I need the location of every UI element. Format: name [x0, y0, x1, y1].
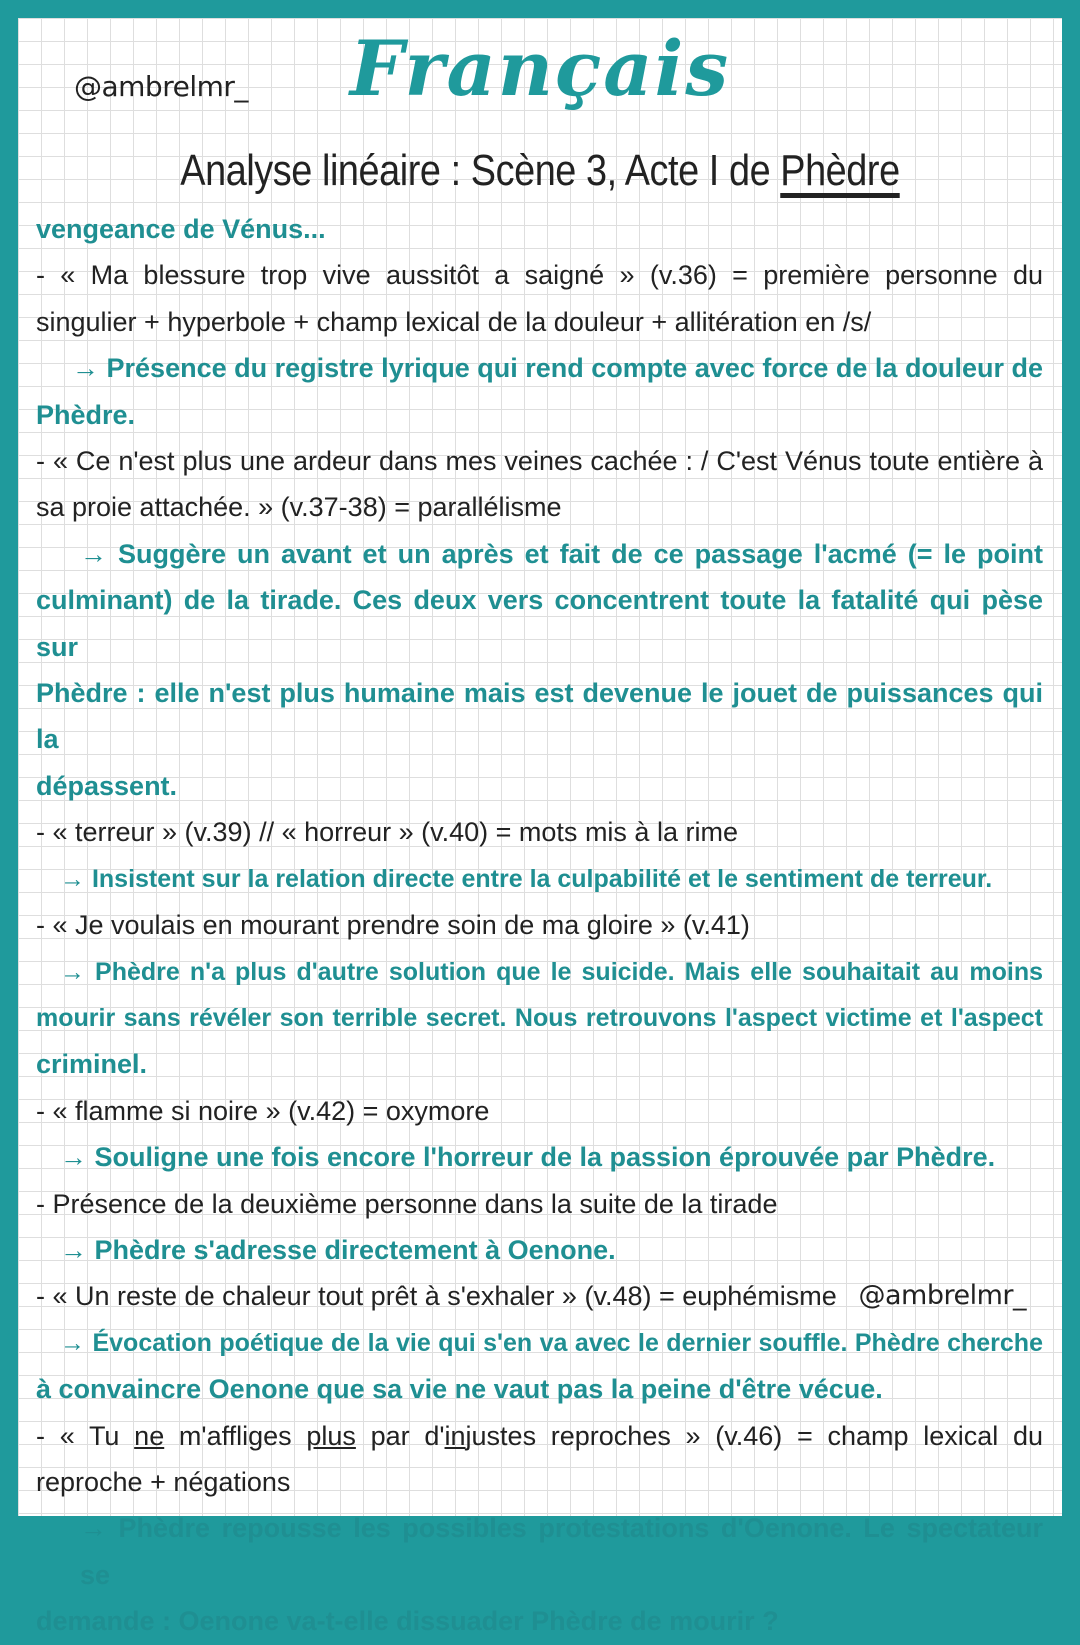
text-line: à convaincre Oenone que sa vie ne vaut pas la peine d'être vécue.: [36, 1374, 883, 1405]
author-handle-side: @ambrelmr_: [858, 1280, 1026, 1311]
underlined-word: plus: [306, 1420, 356, 1451]
text-line: → Présence du registre lyrique qui rend compte avec force de la douleur de: [72, 353, 1043, 384]
text-line: → Insistent sur la relation directe entre la culpabilité et le sentiment de terreur.: [60, 864, 993, 893]
text-line: Phèdre.: [36, 399, 136, 430]
text-line: - « Je voulais en mourant prendre soin de ma gloire » (v.41): [36, 910, 750, 941]
text-line: → Phèdre n'a plus d'autre solution que le suicide. Mais elle souhaitait au moins: [60, 957, 1043, 986]
text-line: dépassent.: [36, 770, 178, 801]
subtitle-work: Phèdre: [780, 146, 900, 195]
text-line: → Phèdre s'adresse directement à Oenone.: [60, 1234, 616, 1265]
text-fragment: justes reproches » (v.46) = champ lexical du: [465, 1420, 1044, 1451]
author-handle: @ambrelmr_: [74, 70, 248, 103]
underlined-word: ne: [134, 1420, 165, 1451]
text-fragment: - « Tu: [36, 1420, 135, 1451]
text-line: - Présence de la deuxième personne dans la suite de la tirade: [36, 1188, 778, 1219]
text-line: [36, 1413, 1043, 1459]
text-line: - « Ma blessure trop vive aussitôt a saigné » (v.36) = première personne du: [36, 260, 1043, 291]
text-line: vengeance de Vénus...: [36, 214, 326, 244]
text-line: demande : Oenone va-t-elle dissuader Phèdre de mourir ?: [36, 1606, 779, 1637]
text-line: → Souligne une fois encore l'horreur de la passion éprouvée par Phèdre.: [60, 1142, 996, 1173]
text-line: mourir sans révéler son terrible secret. Nous retrouvons l'aspect victime et l'aspect: [36, 1003, 1043, 1032]
text-line: culminant) de la tirade. Ces deux vers concentrent toute la fatalité qui pèse sur: [36, 585, 1043, 662]
text-line: → Suggère un avant et un après et fait de ce passage l'acmé (= le point: [80, 538, 1043, 569]
subtitle-prefix: Analyse linéaire : Scène 3, Acte I de: [180, 146, 781, 195]
page-title: Français: [349, 24, 731, 113]
analysis-text: [36, 206, 1043, 1645]
text-line: sa proie attachée. » (v.37-38) = parallélisme: [36, 492, 562, 523]
text-line: - « terreur » (v.39) // « horreur » (v.40) = mots mis à la rime: [36, 817, 738, 848]
underlined-word: in: [444, 1420, 466, 1451]
text-line: - « Ce n'est plus une ardeur dans mes veines cachée : / C'est Vénus toute entière à: [36, 446, 1043, 477]
text-line: - « flamme si noire » (v.42) = oxymore: [36, 1095, 490, 1126]
text-line: criminel.: [36, 1049, 148, 1080]
text-line: Phèdre : elle n'est plus humaine mais est devenue le jouet de puissances qui la: [36, 678, 1043, 755]
text-line: singulier + hyperbole + champ lexical de la douleur + allitération en /s/: [36, 306, 872, 337]
text-line: → Évocation poétique de la vie qui s'en va avec le dernier souffle. Phèdre cherche: [60, 1328, 1043, 1357]
text-line: - « Un reste de chaleur tout prêt à s'exhaler » (v.48) = euphémisme: [36, 1281, 837, 1312]
text-fragment: m'affliges: [164, 1420, 307, 1451]
page-subtitle: [91, 146, 989, 196]
text-line: → Phèdre repousse les possibles protestations d'Oenone. Le spectateur se: [80, 1513, 1043, 1590]
notebook-page: [18, 18, 1062, 1637]
text-line: reproche + négations: [36, 1466, 291, 1497]
text-fragment: par d': [355, 1420, 445, 1451]
